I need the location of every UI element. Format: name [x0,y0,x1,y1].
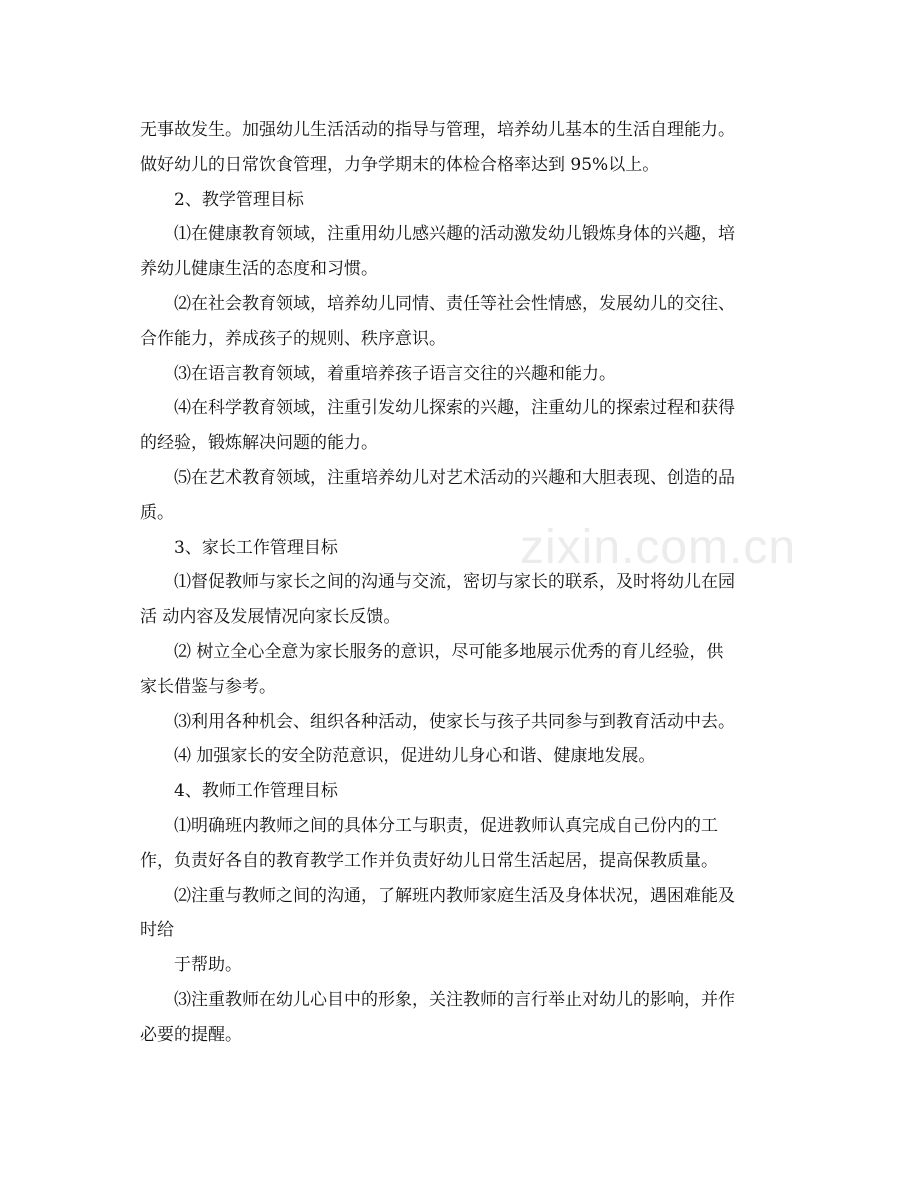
text-line: ⑶在语言教育领域，着重培养孩子语言交往的兴趣和能力。 [174,363,616,384]
text-line: 2、教学管理目标 [174,189,304,210]
text-line: 质。 [140,502,174,523]
text-line: 养幼儿健康生活的态度和习惯。 [140,259,378,280]
text-line: 时给 [140,920,174,941]
text-line: ⑴督促教师与家长之间的沟通与交流，密切与家长的联系，及时将幼儿在园 [174,572,735,593]
text-line: 的经验，锻炼解决问题的能力。 [140,433,378,454]
text-line: 无事故发生。加强幼儿生活活动的指导与管理，培养幼儿基本的生活自理能力。 [140,120,735,140]
text-line: 活 动内容及发展情况向家长反馈。 [140,607,401,628]
text-line: ⑵注重与教师之间的沟通，了解班内教师家庭生活及身体状况，遇困难能及 [174,885,735,906]
text-line: ⑷在科学教育领域，注重引发幼儿探索的兴趣，注重幼儿的探索过程和获得 [174,398,735,419]
text-line: ⑷ 加强家长的安全防范意识，促进幼儿身心和谐、健康地发展。 [174,746,656,767]
text-line: ⑶注重教师在幼儿心目中的形象，关注教师的言行举止对幼儿的影响，并作 [174,989,735,1010]
text-line: ⑴明确班内教师之间的具体分工与职责，促进教师认真完成自己份内的工 [174,815,718,836]
text-line: 作，负责好各自的教育教学工作并负责好幼儿日常生活起居，提高保教质量。 [140,850,718,871]
document-body [140,113,785,1053]
text-line: 于帮助。 [174,955,242,976]
text-line: ⑵在社会教育领域，培养幼儿同情、责任等社会性情感，发展幼儿的交往、 [174,293,735,314]
text-line: 合作能力，养成孩子的规则、秩序意识。 [140,328,446,349]
text-line: ⑸在艺术教育领域，注重培养幼儿对艺术活动的兴趣和大胆表现、创造的品 [174,467,735,488]
text-line: ⑶利用各种机会、组织各种活动，使家长与孩子共同参与到教育活动中去。 [174,711,735,732]
text-line: 3、家长工作管理目标 [174,537,338,558]
text-line: ⑴在健康教育领域，注重用幼儿感兴趣的活动激发幼儿锻炼身体的兴趣，培 [174,224,735,245]
watermark: zixin.com.cn [520,521,797,574]
text-line: 必要的提醒。 [140,1024,242,1045]
text-line: 做好幼儿的日常饮食管理，力争学期末的体检合格率达到 95%以上。 [140,154,660,175]
text-line: 家长借鉴与参考。 [140,676,276,697]
text-line: ⑵ 树立全心全意为家长服务的意识，尽可能多地展示优秀的育儿经验，供 [174,641,724,662]
text-line: 4、教师工作管理目标 [174,781,338,802]
